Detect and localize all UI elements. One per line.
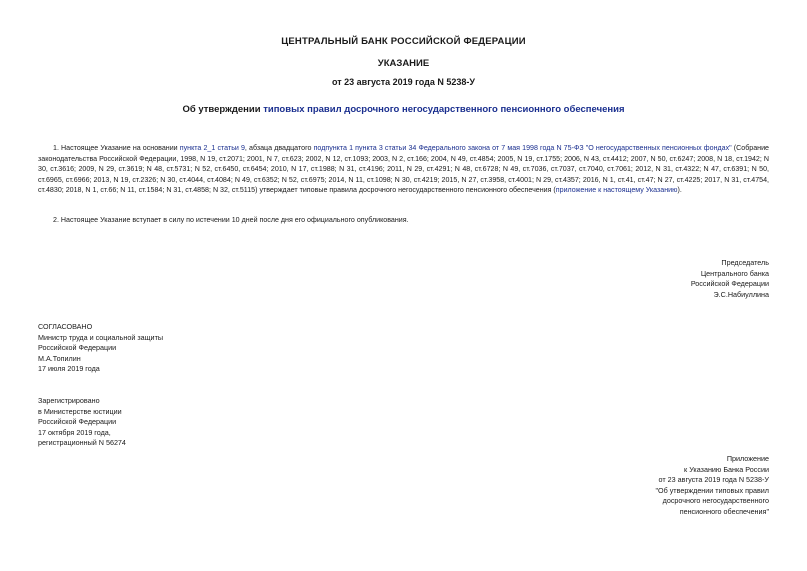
signer-line: Председатель — [721, 258, 769, 267]
link-article-34-law[interactable]: подпункта 1 пункта 3 статьи 34 Федерального закона от 7 мая 1998 года N 75-ФЗ "О негосударственных пенсионных фондах" — [313, 144, 732, 152]
link-article-9[interactable]: пункта 2_1 статьи 9 — [179, 144, 245, 152]
title-prefix: Об утверждении — [182, 104, 264, 115]
organization-heading: ЦЕНТРАЛЬНЫЙ БАНК РОССИЙСКОЙ ФЕДЕРАЦИИ — [281, 36, 526, 47]
signer-name: Э.С.Набиуллина — [713, 289, 769, 299]
paragraph-1-text-c: (Собрание законодательства Российской Федерации, 1998, N 19, ст.2071; 2001, N 7, ст.623; 2002, N 12, ст.1093; 2003, N 2, ст.166; 2004, N 49, ст.4854; 2005, N 19, ст.1755; 2006, N 43, ст.4412; 2007, N 50, ст.6247; 2008, N 18, ст.1942; N 30, ст.3616; 2009, N 29, ст.3619; N 48, ст.5731; N 52, ст.6450, ст.6454; 2010, N 17, ст.1988; N 31, ст.4196; 2011, N 29, ст.4291; N 48, ст.6728; N 49, ст.7036, ст.7037, ст.7040, ст.7061; 2012, N 31, ст.4322; N 47, ст.6391; N 50, ст.6965, ст.6966; 2013, N 19, ст.2326; N 30, ст.4044, ст.4084; N 49, ст.6352; N 52, ст.6975; 2014, N 11, ст.1098; N 30, ст.4219; 2015, N 27, ст.3958, ст.4001; N 29, ст.4357; 2016, N 1, ст.41, ст.47; N 27, ст.4225; 2017, N 31, ст.4754, ст.4830; 2018, N 1, ст.66; N 11, ст.1584; N 31, ст.4858; N 32, ст.5115) утверждает типовые правила досрочного негосударственного пенсионного обеспечения ( — [38, 144, 769, 195]
appendix-line: досрочного негосударственного — [662, 496, 769, 506]
registration-line: 17 октября 2019 года, — [38, 427, 111, 437]
registration-line: Российской Федерации — [38, 417, 117, 427]
paragraph-1-text-d: ). — [677, 186, 682, 195]
appendix-block — [655, 454, 769, 518]
appendix-line: пенсионного обеспечения" — [679, 506, 769, 516]
document-date-number: от 23 августа 2019 года N 5238-У — [331, 77, 476, 87]
appendix-line: от 23 августа 2019 года N 5238-У — [658, 475, 769, 485]
approval-line: СОГЛАСОВАНО — [38, 322, 93, 331]
approval-line: М.А.Топилин — [38, 353, 81, 363]
approval-date: 17 июля 2019 года — [38, 364, 100, 374]
signer-block — [691, 258, 769, 300]
document-type: УКАЗАНИЕ — [377, 58, 430, 69]
appendix-line: к Указанию Банка России — [684, 464, 769, 474]
appendix-line: Приложение — [726, 454, 769, 463]
link-appendix[interactable]: приложение к настоящему Указанию — [555, 186, 678, 195]
registration-line: в Министерстве юстиции — [38, 406, 122, 416]
document-title — [0, 104, 807, 115]
approval-block — [38, 322, 163, 375]
signer-line: Центрального банка — [700, 268, 769, 278]
paragraph-1-text-a: 1. Настоящее Указание на основании — [53, 144, 180, 152]
registration-block — [38, 396, 126, 449]
approval-line: Российской Федерации — [38, 343, 117, 353]
paragraph-1 — [38, 143, 769, 196]
paragraph-2: 2. Настоящее Указание вступает в силу по истечении 10 дней после дня его официального опубликования. — [53, 216, 409, 224]
approval-line: Министр труда и социальной защиты — [38, 332, 164, 342]
paragraph-1-text-b: , абзаца двадцатого — [244, 144, 314, 152]
signer-line: Российской Федерации — [690, 279, 769, 289]
registration-number: регистрационный N 56274 — [38, 438, 126, 448]
appendix-line: "Об утверждении типовых правил — [655, 485, 769, 495]
title-link[interactable]: типовых правил досрочного негосударственного пенсионного обеспечения — [263, 104, 625, 115]
registration-line: Зарегистрировано — [38, 396, 100, 405]
